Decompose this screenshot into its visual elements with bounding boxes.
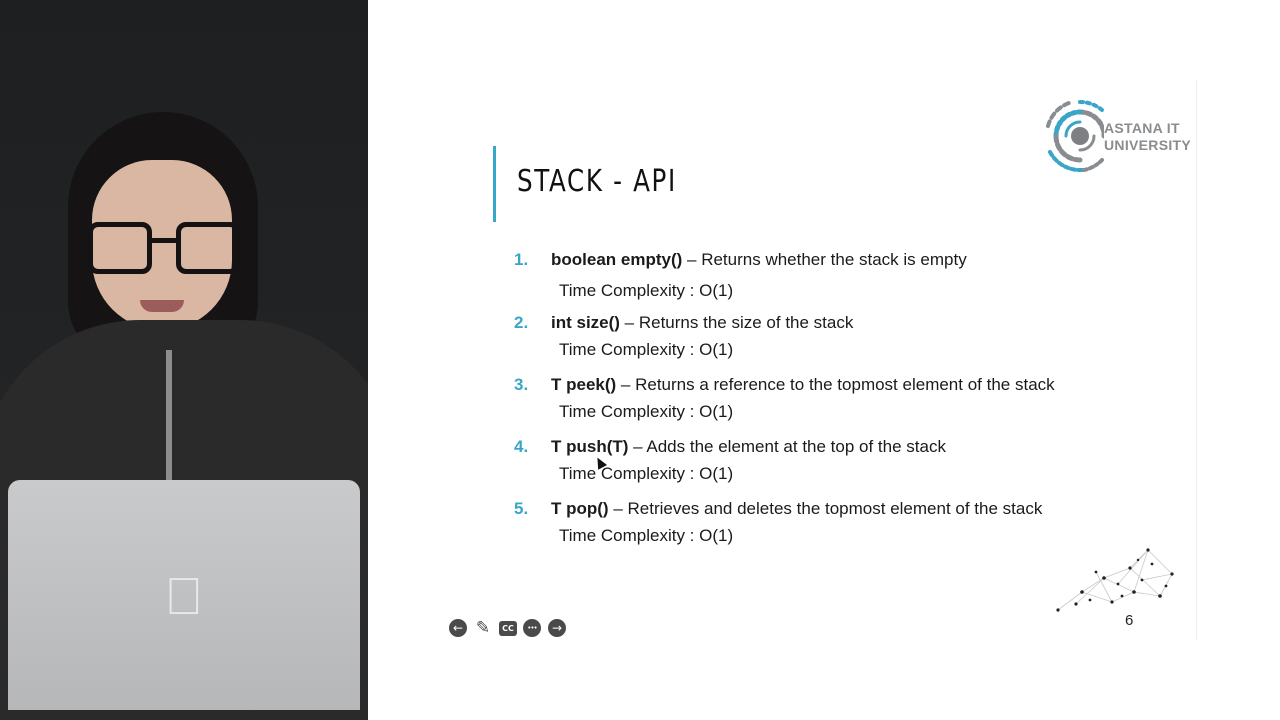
method-signature: int size() [551,313,620,332]
page-number: 6 [1125,612,1134,629]
logo-line-1: ASTANA IT [1104,120,1180,136]
item-number: 3. [514,375,529,394]
slide-title: STACK - API [517,164,677,199]
item-line [551,375,1055,395]
method-signature: T pop() [551,499,609,518]
presenter-video [0,0,368,720]
method-signature: T push(T) [551,437,629,456]
logo-line-2: UNIVERSITY [1104,137,1192,153]
item-number: 4. [514,437,529,456]
time-complexity: Time Complexity : O(1) [559,464,734,483]
pen-icon[interactable]: ✎ [475,618,491,638]
item-line [551,499,1042,519]
item-number: 1. [514,250,529,269]
item-line [551,437,946,457]
logo-emblem-icon [1042,96,1104,180]
closed-captions-icon[interactable]: CC [499,621,517,636]
method-description: – Returns the size of the stack [619,313,854,332]
zipper [166,350,172,490]
time-complexity: Time Complexity : O(1) [559,402,734,421]
arrow-right-icon[interactable]: → [548,619,566,637]
logo-wordmark [1104,120,1191,154]
method-description: – Retrieves and deletes the topmost element of the stack [608,499,1043,518]
method-signature: boolean empty() [551,250,683,269]
method-description: – Returns a reference to the topmost element of the stack [616,375,1055,394]
presenter-mouth [140,300,184,312]
time-complexity: Time Complexity : O(1) [559,340,734,359]
glasses [88,222,240,284]
time-complexity: Time Complexity : O(1) [559,526,734,545]
network-decoration-icon [1052,544,1182,620]
method-signature: T peek() [551,375,617,394]
item-line [551,250,967,270]
item-line [551,313,853,333]
method-description: – Returns whether the stack is empty [682,250,967,269]
apple-logo-icon [160,570,208,624]
method-description: – Adds the element at the top of the stack [628,437,946,456]
item-number: 5. [514,499,529,518]
time-complexity: Time Complexity : O(1) [559,281,734,300]
title-accent-bar [493,146,496,222]
more-options-icon[interactable]: ••• [523,619,541,637]
university-logo [1042,96,1202,180]
item-number: 2. [514,313,529,332]
arrow-left-icon[interactable]: ← [449,619,467,637]
